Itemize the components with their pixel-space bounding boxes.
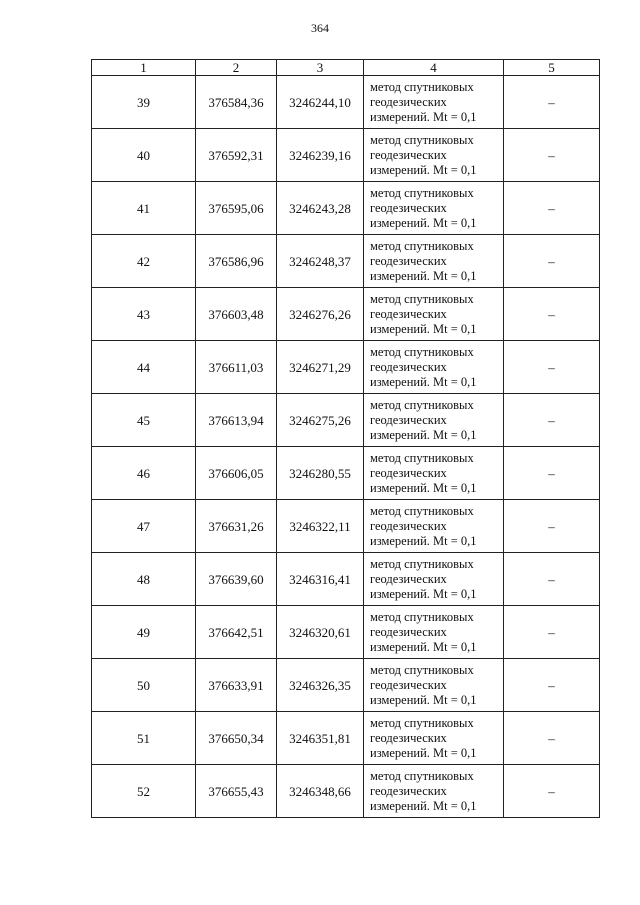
method-line: геодезических: [370, 253, 447, 268]
accuracy-cell: –: [504, 235, 600, 288]
point-number-cell: 43: [92, 288, 196, 341]
coordinate-y-cell: 3246275,26: [277, 394, 364, 447]
point-number-cell: 52: [92, 765, 196, 818]
coordinate-y-cell: 3246316,41: [277, 553, 364, 606]
coordinate-x-cell: 376611,03: [196, 341, 277, 394]
method-line: метод спутниковых: [370, 238, 474, 253]
method-line: метод спутниковых: [370, 397, 474, 412]
point-number-cell: 51: [92, 712, 196, 765]
method-line: измерений. Mt = 0,1: [370, 480, 477, 495]
table-row: [92, 765, 600, 818]
method-line: геодезических: [370, 677, 447, 692]
table-row: [92, 394, 600, 447]
accuracy-cell: –: [504, 394, 600, 447]
method-cell: [364, 659, 504, 712]
method-cell: [364, 606, 504, 659]
method-line: геодезических: [370, 147, 447, 162]
point-number-cell: 42: [92, 235, 196, 288]
method-line: геодезических: [370, 783, 447, 798]
method-cell: [364, 76, 504, 129]
coordinate-y-cell: 3246276,26: [277, 288, 364, 341]
method-line: геодезических: [370, 730, 447, 745]
column-header-2: 2: [196, 60, 277, 76]
accuracy-cell: –: [504, 76, 600, 129]
method-line: измерений. Mt = 0,1: [370, 374, 477, 389]
coordinate-x-cell: 376642,51: [196, 606, 277, 659]
method-line: измерений. Mt = 0,1: [370, 268, 477, 283]
method-line: метод спутниковых: [370, 344, 474, 359]
method-line: геодезических: [370, 518, 447, 533]
table-row: [92, 235, 600, 288]
method-line: геодезических: [370, 306, 447, 321]
method-line: геодезических: [370, 94, 447, 109]
coordinate-y-cell: 3246280,55: [277, 447, 364, 500]
coordinate-x-cell: 376631,26: [196, 500, 277, 553]
coordinate-x-cell: 376592,31: [196, 129, 277, 182]
coordinate-y-cell: 3246322,11: [277, 500, 364, 553]
point-number-cell: 50: [92, 659, 196, 712]
point-number-cell: 48: [92, 553, 196, 606]
coordinate-x-cell: 376586,96: [196, 235, 277, 288]
method-line: измерений. Mt = 0,1: [370, 427, 477, 442]
coordinate-y-cell: 3246326,35: [277, 659, 364, 712]
method-line: измерений. Mt = 0,1: [370, 109, 477, 124]
table-row: [92, 288, 600, 341]
coordinate-x-cell: 376639,60: [196, 553, 277, 606]
method-cell: [364, 553, 504, 606]
accuracy-cell: –: [504, 553, 600, 606]
method-cell: [364, 500, 504, 553]
method-cell: [364, 288, 504, 341]
method-line: измерений. Mt = 0,1: [370, 639, 477, 654]
point-number-cell: 40: [92, 129, 196, 182]
table-row: [92, 182, 600, 235]
method-line: геодезических: [370, 412, 447, 427]
method-line: измерений. Mt = 0,1: [370, 321, 477, 336]
table-row: [92, 447, 600, 500]
table-row: [92, 712, 600, 765]
method-line: метод спутниковых: [370, 450, 474, 465]
method-line: измерений. Mt = 0,1: [370, 798, 477, 813]
coordinate-y-cell: 3246320,61: [277, 606, 364, 659]
table-row: [92, 129, 600, 182]
point-number-cell: 44: [92, 341, 196, 394]
accuracy-cell: –: [504, 182, 600, 235]
method-cell: [364, 765, 504, 818]
method-line: измерений. Mt = 0,1: [370, 162, 477, 177]
point-number-cell: 47: [92, 500, 196, 553]
method-line: измерений. Mt = 0,1: [370, 586, 477, 601]
method-cell: [364, 235, 504, 288]
method-line: измерений. Mt = 0,1: [370, 215, 477, 230]
accuracy-cell: –: [504, 500, 600, 553]
point-number-cell: 49: [92, 606, 196, 659]
coordinate-x-cell: 376584,36: [196, 76, 277, 129]
point-number-cell: 39: [92, 76, 196, 129]
method-line: метод спутниковых: [370, 715, 474, 730]
method-line: измерений. Mt = 0,1: [370, 533, 477, 548]
column-header-3: 3: [277, 60, 364, 76]
coordinate-y-cell: 3246351,81: [277, 712, 364, 765]
method-line: метод спутниковых: [370, 609, 474, 624]
column-header-5: 5: [504, 60, 600, 76]
coordinate-y-cell: 3246244,10: [277, 76, 364, 129]
coordinate-x-cell: 376633,91: [196, 659, 277, 712]
method-cell: [364, 712, 504, 765]
table-row: [92, 606, 600, 659]
method-line: метод спутниковых: [370, 132, 474, 147]
method-line: геодезических: [370, 571, 447, 586]
method-cell: [364, 129, 504, 182]
table-row: [92, 76, 600, 129]
coordinate-x-cell: 376606,05: [196, 447, 277, 500]
method-cell: [364, 341, 504, 394]
method-line: геодезических: [370, 200, 447, 215]
method-line: метод спутниковых: [370, 556, 474, 571]
coordinate-x-cell: 376603,48: [196, 288, 277, 341]
method-line: метод спутниковых: [370, 291, 474, 306]
method-line: метод спутниковых: [370, 503, 474, 518]
coordinate-y-cell: 3246243,28: [277, 182, 364, 235]
coordinate-x-cell: 376650,34: [196, 712, 277, 765]
point-number-cell: 45: [92, 394, 196, 447]
accuracy-cell: –: [504, 765, 600, 818]
table-row: [92, 500, 600, 553]
column-header-4: 4: [364, 60, 504, 76]
table-row: [92, 553, 600, 606]
accuracy-cell: –: [504, 341, 600, 394]
table-body: [92, 76, 600, 818]
accuracy-cell: –: [504, 288, 600, 341]
accuracy-cell: –: [504, 606, 600, 659]
method-cell: [364, 394, 504, 447]
point-number-cell: 46: [92, 447, 196, 500]
accuracy-cell: –: [504, 659, 600, 712]
coordinate-x-cell: 376613,94: [196, 394, 277, 447]
method-cell: [364, 182, 504, 235]
coordinate-y-cell: 3246239,16: [277, 129, 364, 182]
table-header-row: [92, 60, 600, 76]
page-number: 364: [311, 21, 329, 35]
coordinates-table: [91, 59, 600, 818]
coordinate-y-cell: 3246271,29: [277, 341, 364, 394]
method-line: измерений. Mt = 0,1: [370, 692, 477, 707]
method-cell: [364, 447, 504, 500]
method-line: метод спутниковых: [370, 662, 474, 677]
accuracy-cell: –: [504, 712, 600, 765]
method-line: метод спутниковых: [370, 79, 474, 94]
method-line: геодезических: [370, 624, 447, 639]
method-line: геодезических: [370, 465, 447, 480]
method-line: геодезических: [370, 359, 447, 374]
method-line: измерений. Mt = 0,1: [370, 745, 477, 760]
coordinate-x-cell: 376655,43: [196, 765, 277, 818]
table-row: [92, 659, 600, 712]
method-line: метод спутниковых: [370, 185, 474, 200]
point-number-cell: 41: [92, 182, 196, 235]
accuracy-cell: –: [504, 129, 600, 182]
accuracy-cell: –: [504, 447, 600, 500]
coordinate-y-cell: 3246248,37: [277, 235, 364, 288]
column-header-1: 1: [92, 60, 196, 76]
coordinate-x-cell: 376595,06: [196, 182, 277, 235]
method-line: метод спутниковых: [370, 768, 474, 783]
coordinate-y-cell: 3246348,66: [277, 765, 364, 818]
table-row: [92, 341, 600, 394]
